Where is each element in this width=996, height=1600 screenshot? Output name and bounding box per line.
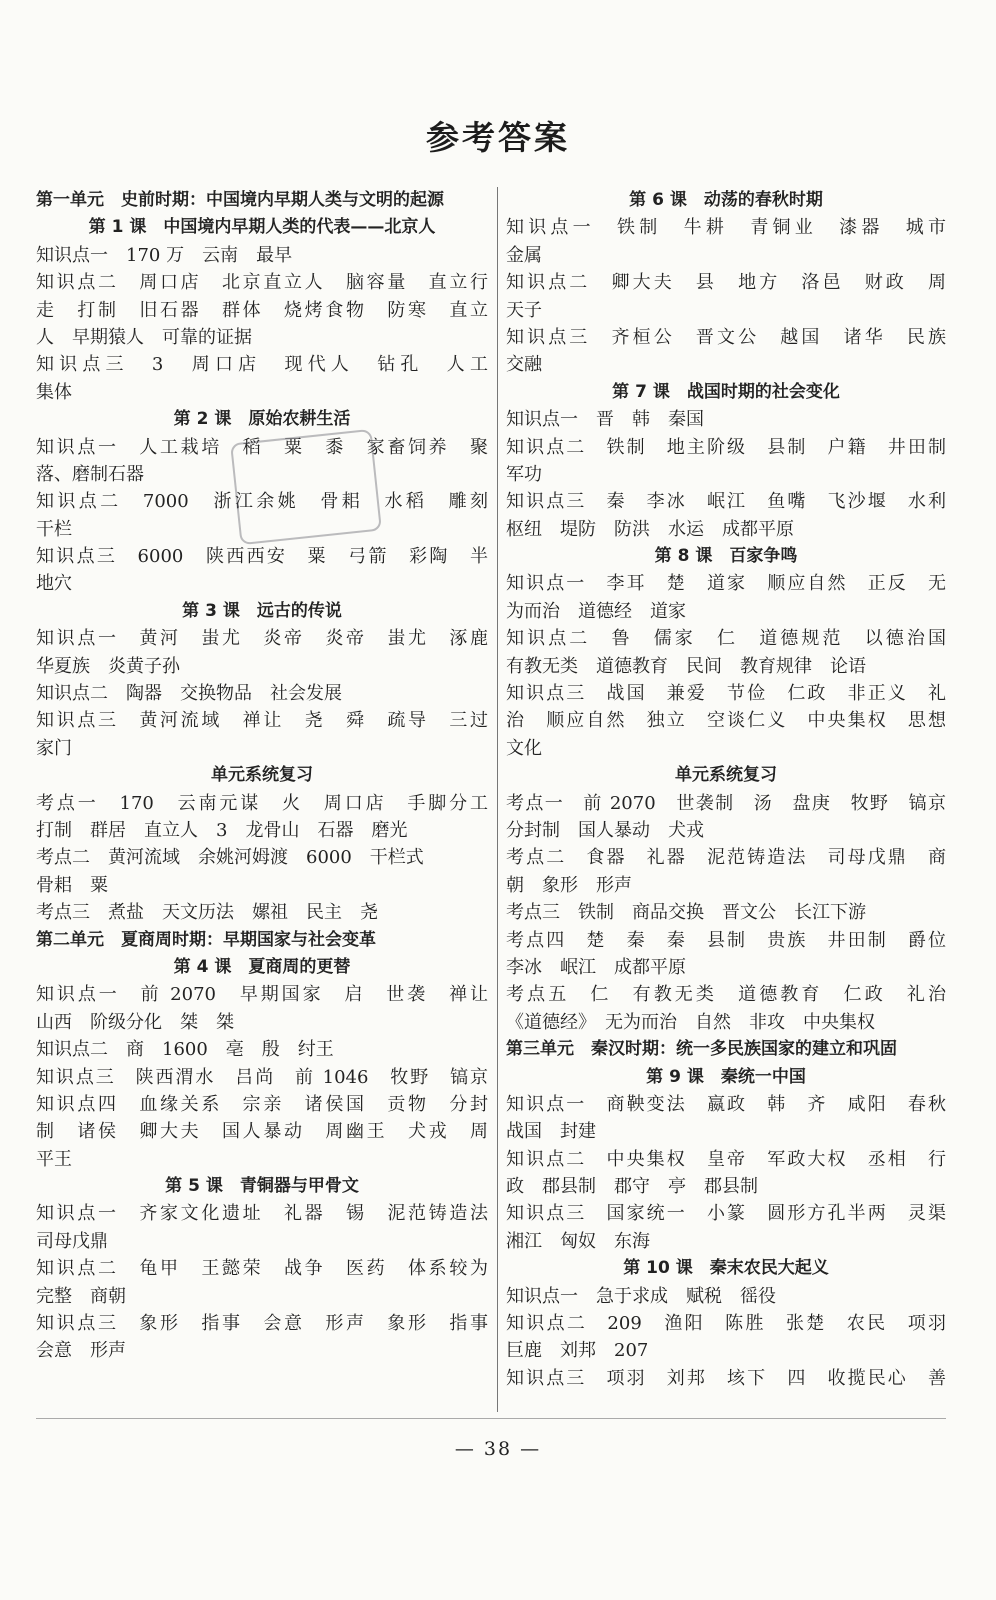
section-heading: 第 10 课 秦末农民大起义 [623,1258,829,1279]
answer-line: 知识点一 前 2070 早期国家 启 世袭 禅让 [36,984,488,1006]
unit-heading: 第一单元 史前时期：中国境内早期人类与文明的起源 [36,190,444,210]
footer-rule [36,1418,946,1419]
section-heading: 第 1 课 中国境内早期人类的代表——北京人 [88,217,436,238]
answer-line: 知识点一 人工栽培 稻 粟 黍 家畜饲养 聚 [36,436,488,458]
answer-line: 干栏 [36,518,72,540]
answer-line: 天子 [506,299,542,321]
answer-line: 家门 [36,737,72,759]
answer-line: 巨鹿 刘邦 207 [506,1340,649,1362]
column-divider [497,187,498,1412]
answer-line: 知识点二 商 1600 亳 殷 纣王 [36,1039,334,1061]
answer-line: 制 诸侯 卿大夫 国人暴动 周幽王 犬戎 周 [36,1121,488,1143]
answer-line: 知识点二 陶器 交换物品 社会发展 [36,683,342,705]
section-heading: 单元系统复习 [675,765,777,786]
left-column [36,187,488,1365]
section-heading: 第 3 课 远古的传说 [182,600,342,621]
answer-line: 知识点二 卿大夫 县 地方 洛邑 财政 周 [506,272,946,294]
answer-line: 司母戊鼎 [36,1230,108,1252]
answer-line: 华夏族 炎黄子孙 [36,655,180,677]
answer-line: 知识点一 晋 韩 秦国 [506,409,704,431]
section-heading: 第 5 课 青铜器与甲骨文 [165,1176,359,1197]
answer-line: 治 顺应自然 独立 空谈仁义 中央集权 思想 [506,710,946,732]
answer-line: 李冰 岷江 成都平原 [506,956,686,978]
answer-line: 考点五 仁 有教无类 道德教育 仁政 礼治 [506,984,946,1006]
answer-line: 落、磨制石器 [36,463,144,485]
answer-line: 考点三 煮盐 天文历法 嫘祖 民主 尧 [36,902,378,924]
section-heading: 第 4 课 夏商周的更替 [173,956,351,977]
answer-line: 知识点一 商鞅变法 嬴政 韩 齐 咸阳 春秋 [506,1093,946,1115]
answer-line: 有教无类 道德教育 民间 教育规律 论语 [506,655,866,677]
answer-line: 知识点四 血缘关系 宗亲 诸侯国 贡物 分封 [36,1093,488,1115]
answer-line: 知识点三 6000 陕西西安 粟 弓箭 彩陶 半 [36,546,488,568]
section-heading: 第 9 课 秦统一中国 [646,1066,806,1087]
answer-line: 集体 [36,381,72,403]
answer-line: 知识点二 铁制 地主阶级 县制 户籍 井田制 [506,436,946,458]
answer-line: 军功 [506,463,542,485]
answer-line: 知识点三 象形 指事 会意 形声 象形 指事 [36,1313,488,1335]
answer-line: 知识点三 齐桓公 晋文公 越国 诸华 民族 [506,326,946,348]
answer-line: 打制 群居 直立人 3 龙骨山 石器 磨光 [36,819,408,841]
answer-line: 知识点二 鲁 儒家 仁 道德规范 以德治国 [506,628,946,650]
section-heading: 第 8 课 百家争鸣 [654,546,798,567]
answer-line: 知识点三 秦 李冰 岷江 鱼嘴 飞沙堰 水利 [506,491,946,513]
answer-line: 人 早期猿人 可靠的证据 [36,326,252,348]
answer-line: 走 打制 旧石器 群体 烧烤食物 防寒 直立 [36,299,488,321]
answer-line: 考点三 铁制 商品交换 晋文公 长江下游 [506,902,866,924]
answer-line: 会意 形声 [36,1340,126,1362]
unit-heading: 第三单元 秦汉时期：统一多民族国家的建立和巩固 [506,1039,897,1060]
section-heading: 第 2 课 原始农耕生活 [173,409,351,430]
answer-line: 政 郡县制 郡守 亭 郡县制 [506,1176,758,1198]
answer-line: 知识点一 急于求成 赋税 徭役 [506,1285,776,1307]
right-column [506,187,946,1392]
answer-line: 考点一 170 云南元谋 火 周口店 手脚分工 [36,792,488,814]
section-heading: 第 7 课 战国时期的社会变化 [612,381,840,402]
answer-line: 知识点三 战国 兼爱 节俭 仁政 非正义 礼 [506,683,946,705]
answer-line: 朝 象形 形声 [506,874,632,896]
answer-line: 知识点二 7000 浙江余姚 骨耜 水稻 雕刻 [36,491,488,513]
answer-line: 知识点三 项羽 刘邦 垓下 四 收揽民心 善 [506,1367,946,1389]
answer-line: 知识点二 周口店 北京直立人 脑容量 直立行 [36,272,488,294]
answer-line: 文化 [506,737,542,759]
answer-line: 知识点一 李耳 楚 道家 顺应自然 正反 无 [506,573,946,595]
answer-line: 知识点三 3 周口店 现代人 钻孔 人工 [36,354,488,376]
answer-line: 知识点二 中央集权 皇帝 军政大权 丞相 行 [506,1148,946,1170]
answer-line: 《道德经》 无为而治 自然 非攻 中央集权 [506,1011,875,1033]
answer-line: 知识点一 铁制 牛耕 青铜业 漆器 城市 [506,217,946,239]
answer-line: 考点一 前 2070 世袭制 汤 盘庚 牧野 镐京 [506,792,946,814]
answer-line: 山西 阶级分化 桀 桀 [36,1011,234,1033]
answer-line: 知识点一 黄河 蚩尤 炎帝 炎帝 蚩尤 涿鹿 [36,628,488,650]
answer-line: 湘江 匈奴 东海 [506,1230,650,1252]
site-logo [824,1484,974,1584]
answer-line: 考点二 食器 礼器 泥范铸造法 司母戊鼎 商 [506,847,946,869]
answer-line: 战国 封建 [506,1121,596,1143]
section-heading: 第 6 课 动荡的春秋时期 [629,190,823,210]
answer-line: 金属 [506,244,542,266]
page-number: — 38 — [454,1438,542,1460]
answer-line: 知识点一 170 万 云南 最早 [36,244,293,266]
answer-line: 完整 商朝 [36,1285,126,1307]
answer-line: 知识点二 209 渔阳 陈胜 张楚 农民 项羽 [506,1313,946,1335]
page-title: 参考答案 [426,118,570,157]
answer-line: 交融 [506,354,542,376]
answer-line: 为而治 道德经 道家 [506,600,686,622]
answer-line: 知识点一 齐家文化遗址 礼器 锡 泥范铸造法 [36,1203,488,1225]
answer-line: 知识点三 黄河流域 禅让 尧 舜 疏导 三过 [36,710,488,732]
answer-line: 枢纽 堤防 防洪 水运 成都平原 [506,518,794,540]
unit-heading: 第二单元 夏商周时期：早期国家与社会变革 [36,929,376,950]
answer-line: 骨耜 粟 [36,874,108,896]
answer-line: 考点二 黄河流域 余姚河姆渡 6000 干栏式 [36,847,424,869]
answer-line: 分封制 国人暴动 犬戎 [506,819,704,841]
answer-line: 知识点三 陕西渭水 吕尚 前 1046 牧野 镐京 [36,1066,488,1088]
answer-line: 考点四 楚 秦 秦 县制 贵族 井田制 爵位 [506,929,946,951]
section-heading: 单元系统复习 [211,765,313,786]
answer-line: 地穴 [36,573,72,595]
answer-line: 平王 [36,1148,72,1170]
answer-line: 知识点二 龟甲 王懿荣 战争 医药 体系较为 [36,1258,488,1280]
answer-line: 知识点三 国家统一 小篆 圆形方孔半两 灵渠 [506,1203,946,1225]
